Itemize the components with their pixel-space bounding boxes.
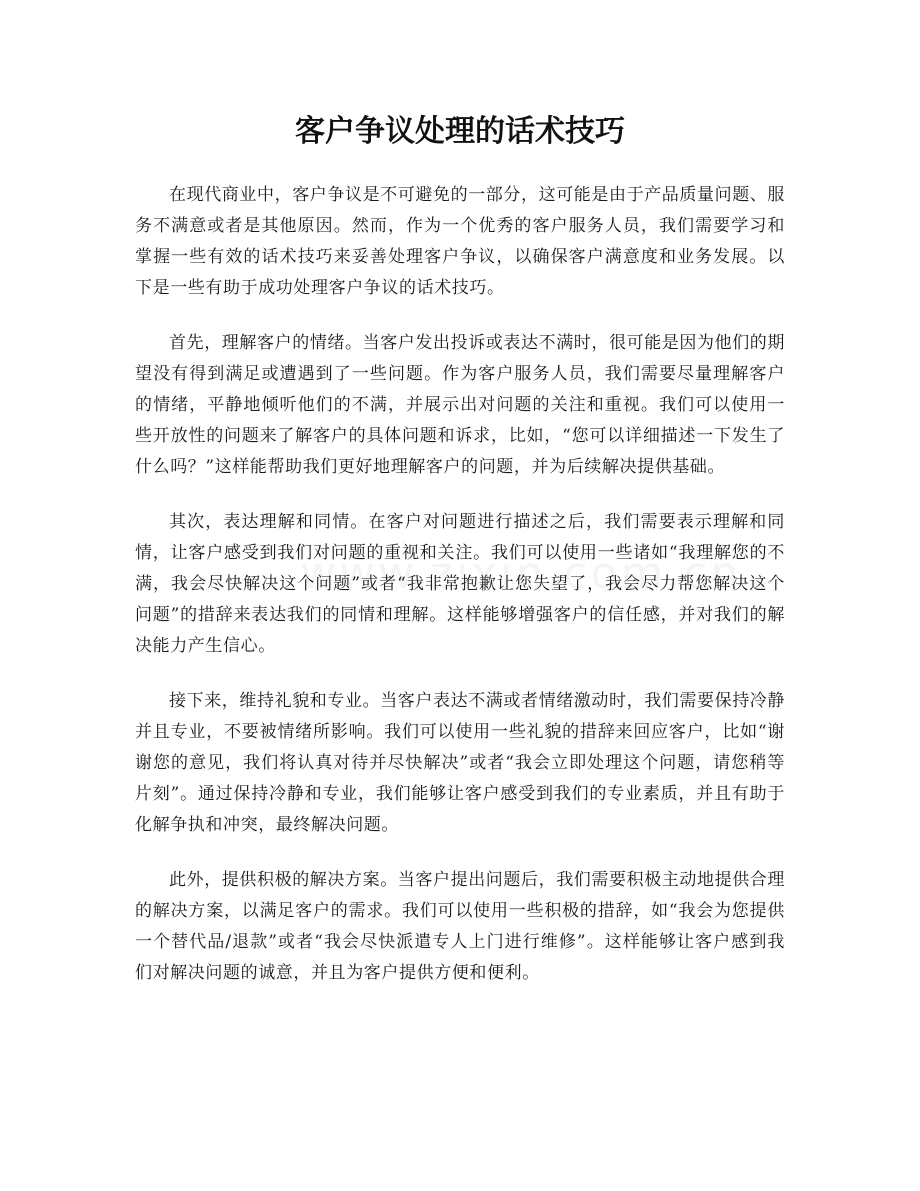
paragraph-understand-emotions: 首先，理解客户的情绪。当客户发出投诉或表达不满时，很可能是因为他们的期望没有得到满足或遭遇到了一些问题。作为客户服务人员，我们需要尽量理解客户的情绪，平静地倾听他们的不满，并展示出对问题的关注和重视。我们可以使用一些开放性的问题来了解客户的具体问题和诉求，比如，“您可以详细描述一下发生了什么吗？”这样能帮助我们更好地理解客户的问题，并为后续解决提供基础。	[135, 333, 785, 477]
document-body	[135, 180, 785, 1013]
paragraph-express-sympathy: 其次，表达理解和同情。在客户对问题进行描述之后，我们需要表示理解和同情，让客户感受到我们对问题的重视和关注。我们可以使用一些诸如“我理解您的不满，我会尽快解决这个问题”或者“我非常抱歉让您失望了，我会尽力帮您解决这个问题”的措辞来表达我们的同情和理解。这样能够增强客户的信任感，并对我们的解决能力产生信心。	[135, 512, 785, 656]
paragraph-stay-professional: 接下来，维持礼貌和专业。当客户表达不满或者情绪激动时，我们需要保持冷静并且专业，不要被情绪所影响。我们可以使用一些礼貌的措辞来回应客户，比如“谢谢您的意见，我们将认真对待并尽快解决”或者“我会立即处理这个问题，请您稍等片刻”。通过保持冷静和专业，我们能够让客户感受到我们的专业素质，并且有助于化解争执和冲突，最终解决问题。	[135, 691, 785, 835]
paragraph-intro: 在现代商业中，客户争议是不可避免的一部分，这可能是由于产品质量问题、服务不满意或者是其他原因。然而，作为一个优秀的客户服务人员，我们需要学习和掌握一些有效的话术技巧来妥善处理客户争议，以确保客户满意度和业务发展。以下是一些有助于成功处理客户争议的话术技巧。	[135, 185, 785, 298]
document-title: 客户争议处理的话术技巧	[295, 114, 625, 149]
paragraph-offer-solutions: 此外，提供积极的解决方案。当客户提出问题后，我们需要积极主动地提供合理的解决方案，以满足客户的需求。我们可以使用一些积极的措辞，如“我会为您提供一个替代品/退款”或者“我会尽快派遣专人上门进行维修”。这样能够让客户感到我们对解决问题的诚意，并且为客户提供方便和便利。	[135, 870, 785, 983]
